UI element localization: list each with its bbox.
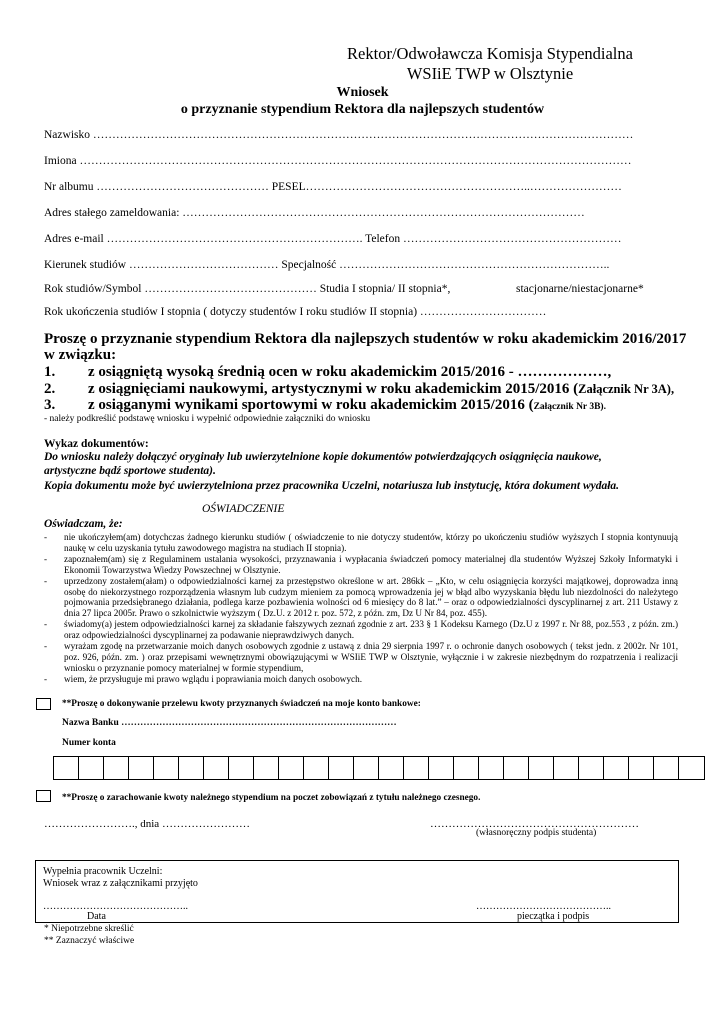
- attachment-3b: Załącznik Nr 3B).: [533, 402, 606, 412]
- request-note: - należy podkreślić podstawę wniosku i wypełnić odpowiednie załączniki do wniosku: [44, 414, 371, 424]
- bank-name-field[interactable]: Nazwa Banku ……………………………………………………………………………: [62, 718, 397, 728]
- study-mode-field[interactable]: stacjonarne/niestacjonarne*: [516, 283, 644, 295]
- account-digit-cell[interactable]: [54, 757, 79, 779]
- account-digit-cell[interactable]: [504, 757, 529, 779]
- staff-date-label: Data: [87, 911, 106, 922]
- staff-date-field[interactable]: ……………………………………..: [43, 901, 188, 912]
- address-field[interactable]: Adres stałego zameldowania: ……………………………………………………………………………………………: [44, 207, 585, 219]
- account-number-label: Numer konta: [62, 738, 116, 748]
- request-item-3-text[interactable]: z osiąganymi wynikami sportowymi w roku akademickim 2015/2016 (Załącznik Nr 3B).: [88, 397, 606, 413]
- request-item-2-num: 2.: [44, 381, 56, 397]
- staff-stamp-field[interactable]: …………………………………..: [476, 901, 611, 912]
- footnote-2: ** Zaznaczyć właściwe: [44, 936, 135, 946]
- documents-heading: Wykaz dokumentów:: [44, 438, 149, 450]
- account-number-grid[interactable]: [53, 756, 705, 780]
- account-digit-cell[interactable]: [179, 757, 204, 779]
- statement-heading: OŚWIADCZENIE: [202, 503, 285, 515]
- graduation-year-field[interactable]: Rok ukończenia studiów I stopnia ( dotyczy studentów I roku studiów II stopnia) ……………………………: [44, 306, 547, 318]
- request-line-2: w związku:: [44, 347, 117, 363]
- staff-box-received: Wniosek wraz z załącznikami przyjęto: [43, 878, 198, 889]
- account-digit-cell[interactable]: [604, 757, 629, 779]
- account-digit-cell[interactable]: [429, 757, 454, 779]
- documents-line-2: artystyczne bądź sportowe studenta).: [44, 465, 216, 477]
- account-digit-cell[interactable]: [629, 757, 654, 779]
- documents-line-1: Do wniosku należy dołączyć oryginały lub uwierzytelnione kopie dokumentów potwierdzających osiągnięcia naukowe,: [44, 451, 602, 463]
- account-digit-cell[interactable]: [654, 757, 679, 779]
- account-digit-cell[interactable]: [679, 757, 704, 779]
- account-digit-cell[interactable]: [379, 757, 404, 779]
- request-line-1: Proszę o przyznanie stypendium Rektora dla najlepszych studentów w roku akademickim 2016/2017: [44, 331, 687, 347]
- form-subtitle: o przyznanie stypendium Rektora dla najlepszych studentów: [180, 102, 545, 117]
- surname-field[interactable]: Nazwisko ……………………………………………………………………………………………………………………………: [44, 129, 634, 141]
- signature-caption: (własnoręczny podpis studenta): [476, 828, 597, 838]
- account-digit-cell[interactable]: [279, 757, 304, 779]
- account-digit-cell[interactable]: [254, 757, 279, 779]
- account-digit-cell[interactable]: [329, 757, 354, 779]
- account-digit-cell[interactable]: [479, 757, 504, 779]
- email-phone-field[interactable]: Adres e-mail …………………………………………………………. Telefon …………………………………………………: [44, 233, 622, 245]
- account-digit-cell[interactable]: [554, 757, 579, 779]
- account-digit-cell[interactable]: [529, 757, 554, 779]
- account-digit-cell[interactable]: [454, 757, 479, 779]
- account-digit-cell[interactable]: [79, 757, 104, 779]
- place-date-field[interactable]: ……………………., dnia ……………………: [44, 818, 250, 830]
- first-names-field[interactable]: Imiona ………………………………………………………………………………………………………………………………: [44, 155, 632, 167]
- staff-box: [35, 860, 679, 923]
- account-digit-cell[interactable]: [579, 757, 604, 779]
- footnote-1: * Niepotrzebne skreślić: [44, 924, 134, 934]
- album-pesel-field[interactable]: Nr albumu ……………………………………… PESEL…………………………………………………..……………………: [44, 181, 622, 193]
- statement-intro: Oświadczam, że:: [44, 518, 123, 530]
- statement-item: - zapoznałem(am) się z Regulaminem ustalania wysokości, przyznawania i wypłacania świadczeń pomocy materialnej dla studentów Wyższej Szkoły Informatyki i Ekonomii Towarzystwa Wiedzy Powszechnej w Olsztynie.: [44, 553, 678, 575]
- account-digit-cell[interactable]: [229, 757, 254, 779]
- addressee-line-1: Rektor/Odwoławcza Komisja Stypendialna: [347, 44, 633, 63]
- statement-item: - wyrażam zgodę na przetwarzanie moich danych osobowych zgodnie z ustawą z dnia 29 sierpnia 1997 r. o ochronie danych osobowych ( tekst jedn. z 2002r. Nr 101, poz. 926, późn. zm. ) oraz przepisami wewnętrznymi obowiązującymi w WSIiE TWP w Olsztynie, wyłącznie i w zakresie niezbędnym do rozpatrzenia i realizacji wniosku o przyznanie pomocy materialnej w formie stypendium,: [44, 641, 678, 673]
- account-digit-cell[interactable]: [404, 757, 429, 779]
- account-digit-cell[interactable]: [304, 757, 329, 779]
- request-item-3-num: 3.: [44, 397, 56, 413]
- tuition-offset-checkbox[interactable]: [36, 790, 51, 802]
- account-digit-cell[interactable]: [354, 757, 379, 779]
- request-item-1-num: 1.: [44, 364, 56, 380]
- bank-transfer-label: **Proszę o dokonywanie przelewu kwoty przyznanych świadczeń na moje konto bankowe:: [62, 699, 421, 709]
- attachment-3a: Załącznik Nr 3A),: [578, 382, 675, 396]
- statement-item: - świadomy(a) jestem odpowiedzialności karnej za składanie fałszywych zeznań zgodnie z art. 233 § 1 Kodeksu Karnego (Dz.U z 1997 r. Nr 88, poz.553 , z późn. zm.) oraz odpowiedzialności dyscyplinarnej za podawanie nieprawdziwych danych.: [44, 619, 678, 641]
- year-level-field[interactable]: Rok studiów/Symbol ……………………………………… Studia I stopnia/ II stopnia*,: [44, 283, 451, 295]
- account-digit-cell[interactable]: [129, 757, 154, 779]
- bank-transfer-checkbox[interactable]: [36, 698, 51, 710]
- account-digit-cell[interactable]: [204, 757, 229, 779]
- statement-item: - wiem, że przysługuje mi prawo wglądu i poprawiania moich danych osobowych.: [44, 673, 363, 684]
- form-title: Wniosek: [336, 85, 389, 100]
- tuition-offset-label: **Proszę o zarachowanie kwoty należnego stypendium na poczet zobowiązań z tytułu należnego czesnego.: [62, 793, 481, 803]
- request-item-2-text[interactable]: z osiągnięciami naukowymi, artystycznymi w roku akademickim 2015/2016 (Załącznik Nr 3A),: [88, 381, 675, 397]
- staff-stamp-label: pieczątka i podpis: [517, 911, 590, 922]
- statement-list: [44, 532, 678, 685]
- documents-line-3: Kopia dokumentu może być uwierzytelniona przez pracownika Uczelni, notariusza lub instytucję, która dokument wydała.: [44, 480, 620, 492]
- signature-field[interactable]: …………………………………………………: [430, 818, 639, 830]
- course-specialty-field[interactable]: Kierunek studiów ………………………………… Specjalność ……………………………………………………………..: [44, 259, 610, 271]
- statement-item: - uprzedzony zostałem(ałam) o odpowiedzialności karnej za przestępstwo określone w art. 286kk – „Kto, w celu osiągnięcia korzyści majątkowej, doprowadza inną osobę do niekorzystnego rozporządzenia własnym lub cudzym mieniem za pomocą wprowadzenia jej w błąd albo wyzyskania błędu lub niezdolności do należytego pojmowania przedsiębranego działania, podlega karze pozbawienia wolności od 6 miesięcy do 8 lat.” – oraz o odpowiedzialności dyscyplinarnej z art. 211 Ustawy z dnia 27 lipca 2005r. Prawo o szkolnictwie wyższym ( Dz.U. z 2012 r. poz. 572, z późn. zm, Dz U Nr 84, poz. 455).: [44, 575, 678, 619]
- request-item-1-text[interactable]: z osiągniętą wysoką średnią ocen w roku akademickim 2015/2016 - ………………,: [88, 364, 612, 380]
- account-digit-cell[interactable]: [104, 757, 129, 779]
- staff-box-heading: Wypełnia pracownik Uczelni:: [43, 866, 163, 877]
- statement-item: - nie ukończyłem(am) dotychczas żadnego kierunku studiów ( oświadczenie to nie dotyczy studentów, którzy po ukończeniu studiów wyższych I stopnia kontynuują naukę w celu uzyskania tytułu zawodowego magistra na studiach II stopnia).: [44, 532, 678, 553]
- addressee-line-2: WSIiE TWP w Olsztynie: [406, 64, 574, 83]
- account-digit-cell[interactable]: [154, 757, 179, 779]
